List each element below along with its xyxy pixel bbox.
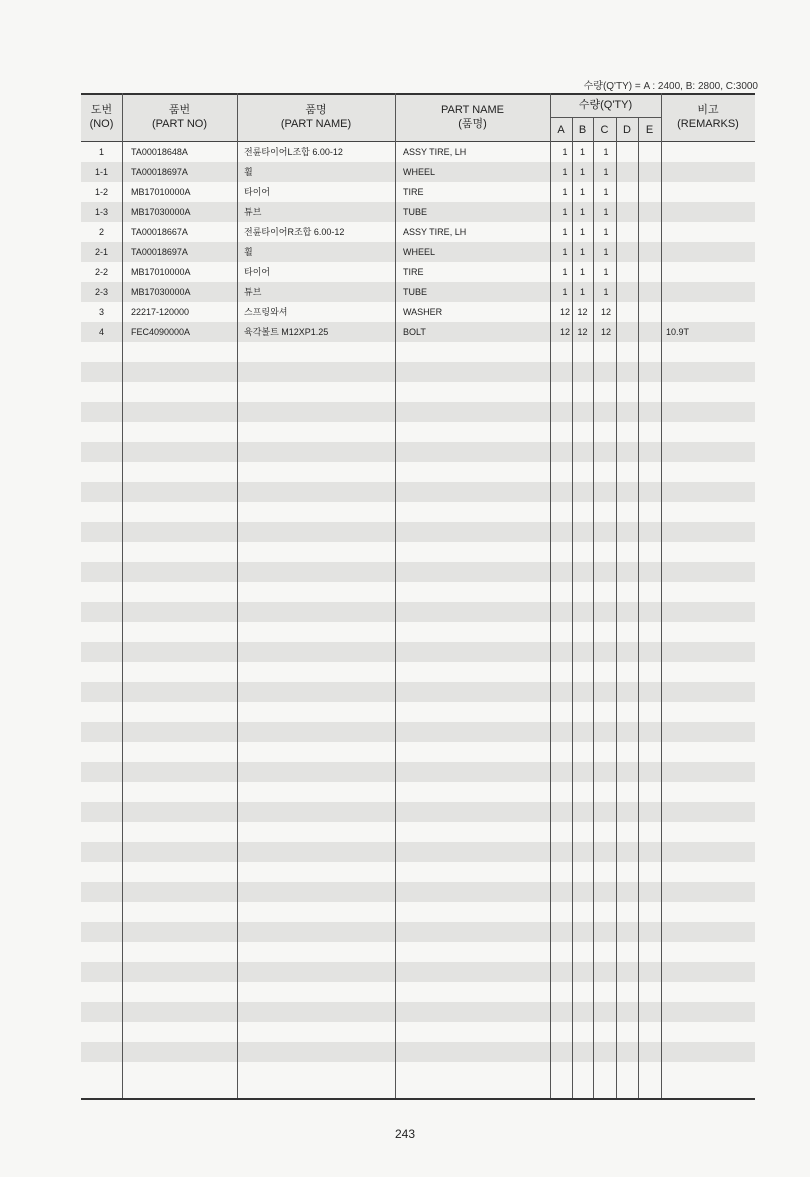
row-qty-a: 12 [559,327,570,337]
column-divider [122,93,123,1100]
row-part-name-kr: 타이어 [244,187,271,197]
column-divider [593,117,594,1100]
row-qty-b: 1 [579,267,585,277]
row-qty-a: 12 [559,307,570,317]
row-stripe [81,962,755,982]
header-no-kr: 도번 [90,104,113,116]
table-bottom-border [81,1098,755,1100]
header-remarks [661,93,755,141]
header-part-name [237,93,395,141]
page-number: 243 [394,1127,416,1141]
row-stripe [81,1042,755,1062]
row-stripe [81,362,755,382]
row-qty-c: 1 [603,247,609,257]
table-row [81,262,755,282]
row-qty-c: 1 [603,267,609,277]
row-part-name-kr: 타이어 [244,267,271,277]
row-stripe [81,682,755,702]
header-remarks-kr: 비고 [697,104,719,116]
row-part-name-en: WHEEL [403,247,436,257]
row-part-name-en: ASSY TIRE, LH [403,227,467,237]
row-stripe [81,482,755,502]
row-qty-c: 1 [603,207,609,217]
header-part-no-en: (PART NO) [151,118,207,130]
row-part-name-kr: 육각볼트 M12XP1.25 [244,327,329,337]
row-part-name-kr: 튜브 [244,207,262,217]
row-qty-c: 12 [600,327,611,337]
row-part-name-kr: 전륜타이어L조합 6.00-12 [244,147,343,157]
row-part-name-kr: 스프링와셔 [244,307,288,317]
column-divider [237,93,238,1100]
row-part-no: TA00018697A [131,167,188,177]
row-qty-c: 1 [603,187,609,197]
header-part-name2-kr: (품명) [458,118,487,130]
table-row [81,242,755,262]
row-qty-a: 1 [562,207,568,217]
header-part-name-en: (PART NAME) [280,118,352,130]
row-qty-b: 1 [579,247,585,257]
table-row [81,162,755,182]
row-stripe [81,842,755,862]
row-stripe [81,642,755,662]
row-part-name-en: TUBE [403,287,428,297]
table-top-border [81,93,755,95]
row-part-no: TA00018667A [131,227,188,237]
row-no: 1-2 [94,187,108,197]
row-qty-a: 1 [562,147,568,157]
header-no [81,93,122,141]
table-row [81,142,755,162]
table-row [81,222,755,242]
header-bottom-border [81,141,755,142]
row-no: 2-2 [94,267,108,277]
row-qty-a: 1 [562,287,568,297]
row-stripe [81,442,755,462]
row-qty-a: 1 [562,267,568,277]
row-qty-c: 1 [603,147,609,157]
row-no: 4 [98,327,104,337]
header-qty-label: 수량(Q'TY) [578,99,633,111]
row-part-no: MB17010000A [131,187,191,197]
qty-header-divider [550,117,661,118]
row-stripe [81,602,755,622]
row-no: 2-1 [94,247,108,257]
header-remarks-en: (REMARKS) [677,118,739,130]
row-qty-a: 1 [562,187,568,197]
row-qty-b: 1 [579,187,585,197]
column-divider [572,117,573,1100]
row-no: 3 [98,307,104,317]
row-qty-b: 1 [579,207,585,217]
column-divider [616,117,617,1100]
row-part-name-en: ASSY TIRE, LH [403,147,467,157]
row-part-no: MB17030000A [131,207,191,217]
row-qty-b: 1 [579,227,585,237]
row-part-no: MB17010000A [131,267,191,277]
row-part-name-en: BOLT [403,327,426,337]
row-part-name-en: TIRE [403,187,424,197]
table-row [81,322,755,342]
parts-table [81,93,755,1100]
row-stripe [81,402,755,422]
header-part-name-english [395,93,550,141]
row-stripe [81,722,755,742]
header-qty-e: E [645,123,654,136]
row-qty-c: 1 [603,287,609,297]
header-no-en: (NO) [89,118,114,130]
header-qty-a: A [557,123,565,136]
row-part-no: TA00018648A [131,147,188,157]
row-stripe [81,522,755,542]
row-part-name-kr: 휠 [244,247,253,257]
row-remarks: 10.9T [666,327,690,337]
row-qty-a: 1 [562,227,568,237]
header-qty [550,93,661,117]
header-part-no-kr: 품번 [168,104,191,116]
row-part-name-kr: 튜브 [244,287,262,297]
header-part-name-kr: 품명 [305,104,327,116]
column-divider [661,93,662,1100]
row-part-no: FEC4090000A [131,327,191,337]
row-stripe [81,1002,755,1022]
row-qty-c: 1 [603,167,609,177]
row-no: 1-1 [94,167,108,177]
column-divider [638,117,639,1100]
quantity-note: 수량(Q'TY) = A : 2400, B: 2800, C:3000 [583,81,758,92]
row-qty-a: 1 [562,247,568,257]
row-qty-b: 12 [577,307,588,317]
row-part-no: TA00018697A [131,247,188,257]
row-part-name-en: WHEEL [403,167,436,177]
header-part-no [122,93,237,141]
row-part-name-kr: 전륜타이어R조합 6.00-12 [244,227,345,237]
header-part-name2-en: PART NAME [441,104,504,116]
column-divider [395,93,396,1100]
table-row [81,282,755,302]
row-part-no: MB17030000A [131,287,191,297]
row-no: 1-3 [94,207,108,217]
row-part-name-en: TUBE [403,207,428,217]
table-row [81,202,755,222]
row-qty-b: 1 [579,287,585,297]
row-no: 2 [98,227,104,237]
row-part-name-en: WASHER [403,307,443,317]
table-row [81,302,755,322]
table-row [81,182,755,202]
row-stripe [81,882,755,902]
row-part-name-kr: 휠 [244,167,253,177]
row-stripe [81,922,755,942]
row-qty-c: 1 [603,227,609,237]
row-qty-b: 1 [579,147,585,157]
row-qty-c: 12 [600,307,611,317]
row-stripe [81,562,755,582]
column-divider [550,93,551,1100]
header-qty-b: B [578,123,587,136]
row-part-name-en: TIRE [403,267,424,277]
row-qty-a: 1 [562,167,568,177]
header-qty-c: C [600,123,609,136]
row-stripe [81,802,755,822]
row-no: 2-3 [94,287,108,297]
row-part-no: 22217-120000 [131,307,190,317]
row-qty-b: 12 [577,327,588,337]
header-qty-d: D [623,123,631,136]
row-no: 1 [98,147,104,157]
row-qty-b: 1 [579,167,585,177]
row-stripe [81,762,755,782]
